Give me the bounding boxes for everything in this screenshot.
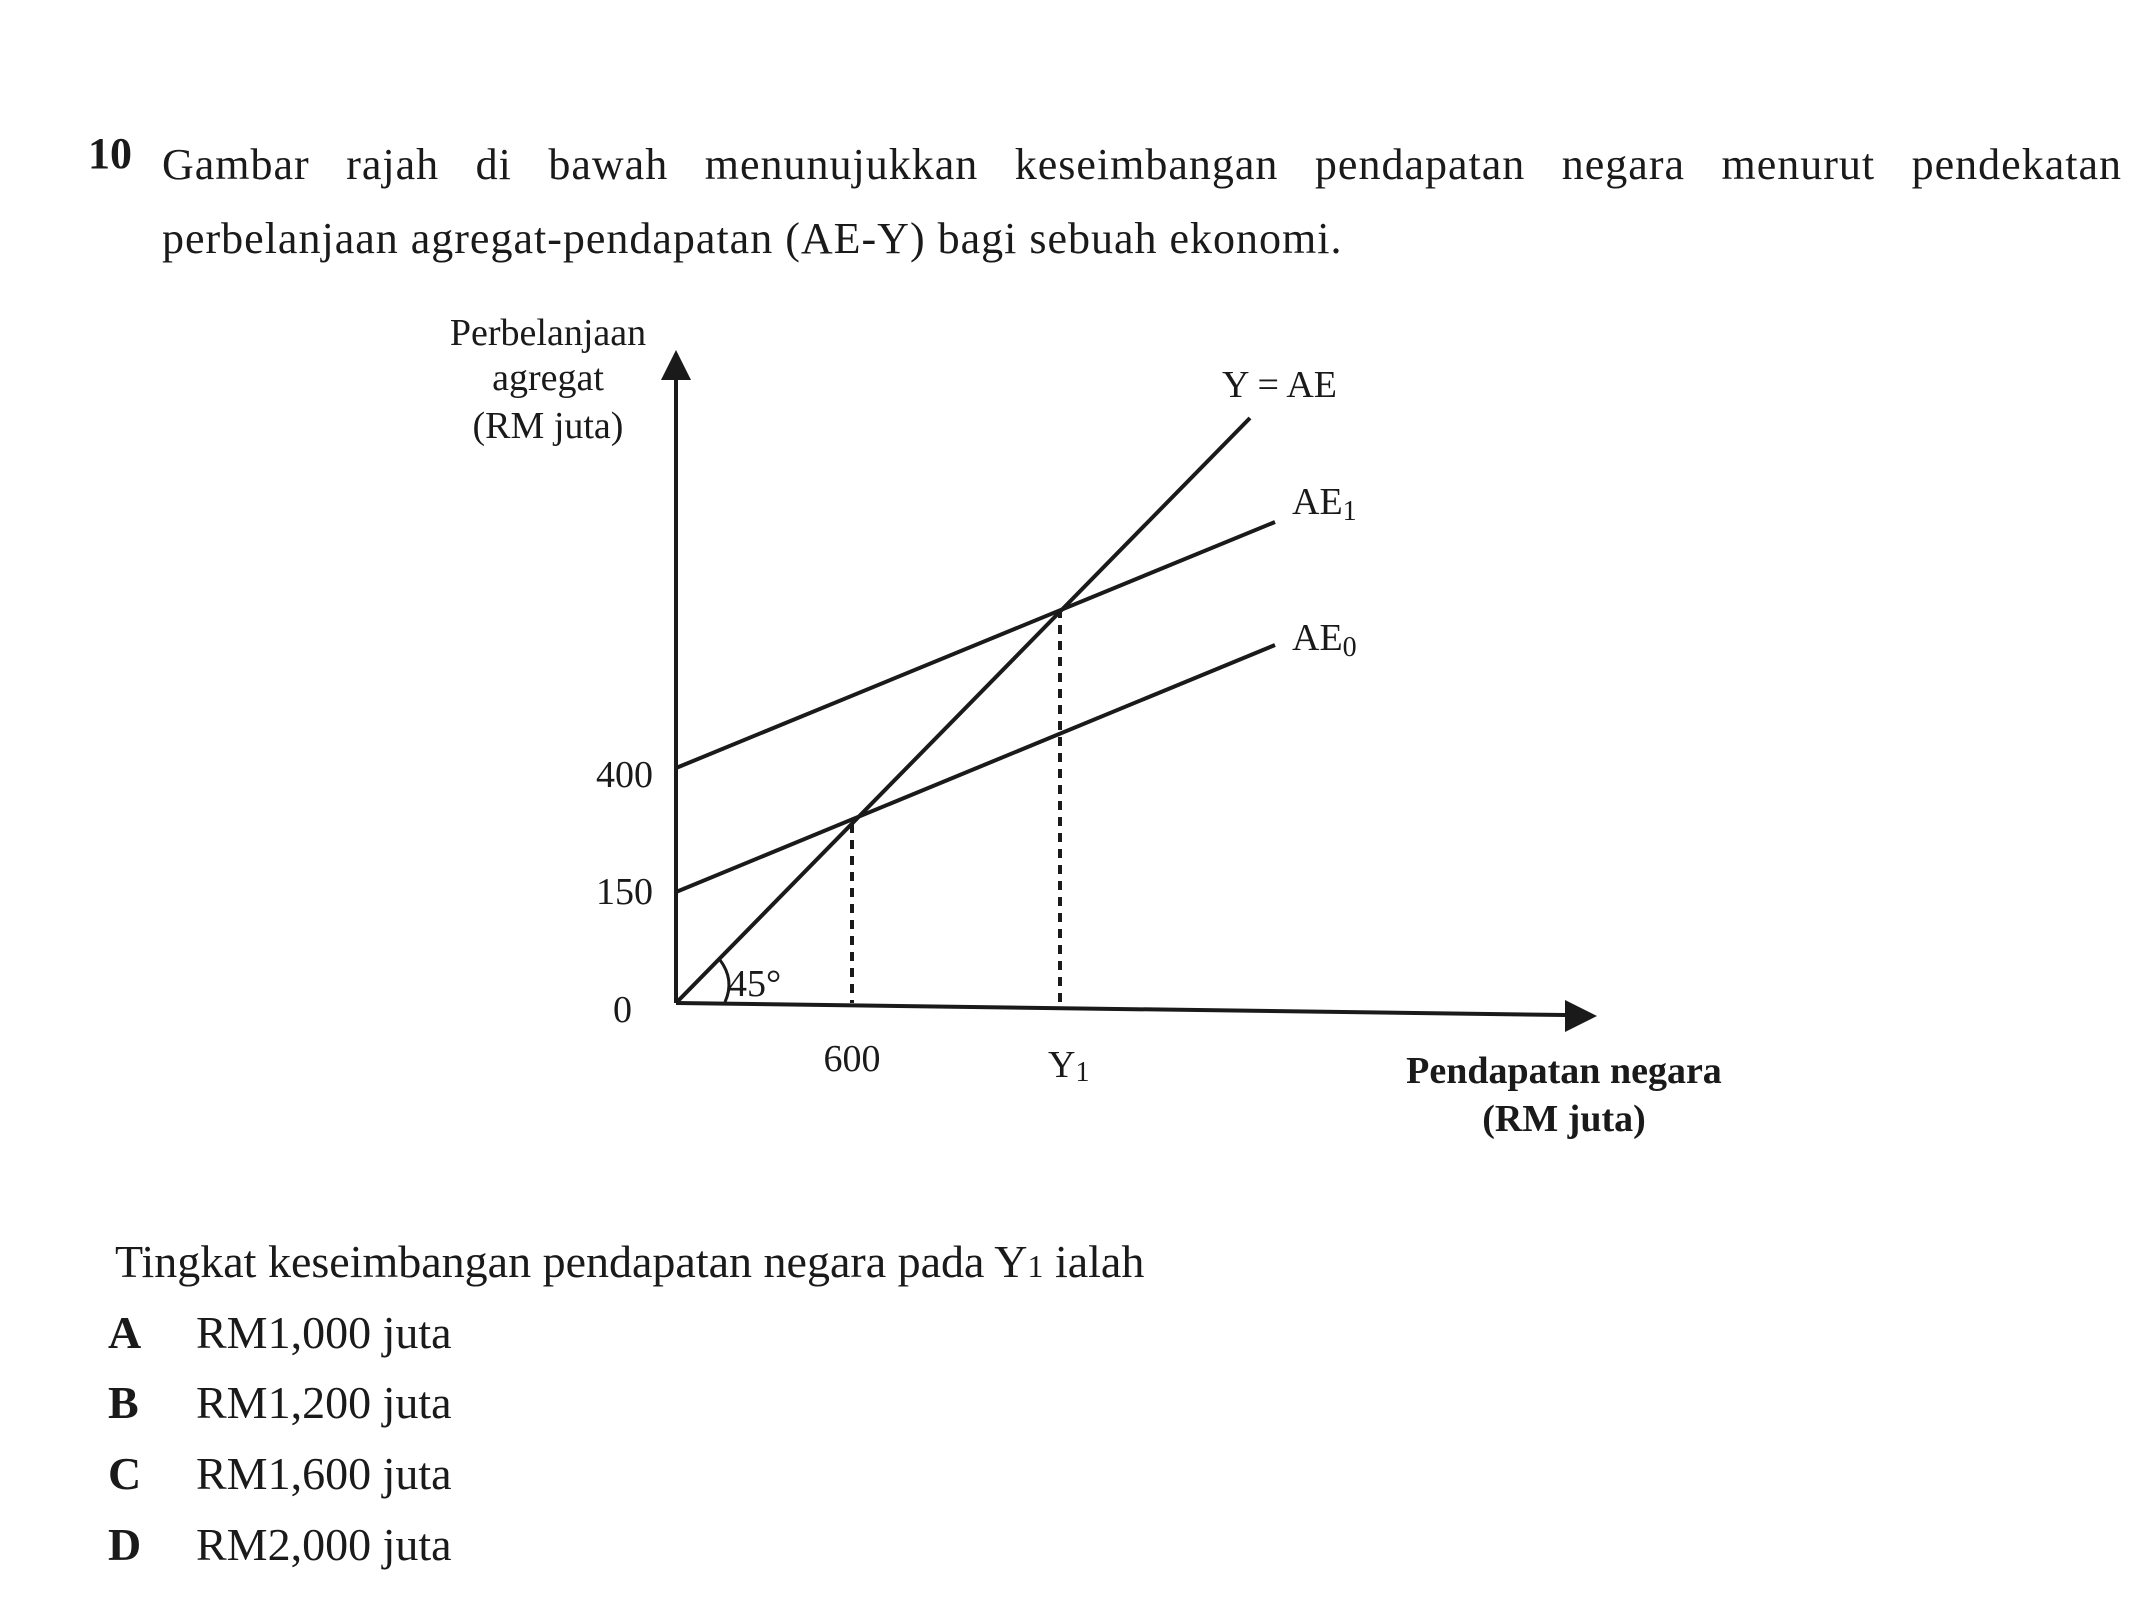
- x-axis: [676, 1003, 1565, 1015]
- option-d[interactable]: [108, 1518, 452, 1571]
- option-b[interactable]: [108, 1376, 452, 1429]
- option-a[interactable]: [108, 1306, 452, 1359]
- y-axis-label-line1: Perbelanjaan: [449, 312, 647, 354]
- option-b-value: RM1,200 juta: [196, 1377, 452, 1428]
- question-prompt: [115, 1235, 1144, 1288]
- angle-label: 45°: [728, 963, 782, 1005]
- label-ae1: [1292, 481, 1357, 527]
- y-tick-150: 150: [596, 871, 653, 913]
- x-axis-arrow: [1565, 1000, 1597, 1032]
- option-c-value: RM1,600 juta: [196, 1448, 452, 1499]
- option-d-letter: D: [108, 1519, 142, 1570]
- line-ae1: [676, 522, 1275, 768]
- prompt-text-sub: 1: [1027, 1248, 1044, 1284]
- line-y-equals-ae: [676, 418, 1250, 1003]
- label-ae0-base: AE: [1292, 617, 1343, 659]
- question-text: Gambar rajah di bawah menunujukkan keseimbangan pendapatan negara menurut pendekatan perbelanjaan agregat-pendapatan (AE-Y) bagi sebuah ekonomi.: [162, 140, 2122, 263]
- x-tick-600: 600: [823, 1038, 881, 1080]
- origin-label: 0: [613, 989, 632, 1031]
- label-y-equals-ae: Y = AE: [1222, 364, 1338, 406]
- label-ae1-sub: 1: [1342, 496, 1357, 527]
- x-tick-y1-base: Y: [1048, 1044, 1076, 1086]
- option-c[interactable]: [108, 1447, 452, 1500]
- option-d-value: RM2,000 juta: [196, 1519, 452, 1570]
- y-tick-400: 400: [596, 754, 653, 796]
- line-ae0: [676, 645, 1275, 892]
- label-ae0-sub: 0: [1342, 632, 1357, 663]
- x-axis-label-line2: (RM juta): [1482, 1098, 1646, 1140]
- y-axis-label-line3: (RM juta): [472, 405, 624, 447]
- option-b-letter: B: [108, 1377, 139, 1428]
- y-axis-arrow: [661, 350, 691, 380]
- question-number: 10: [88, 129, 132, 178]
- label-ae1-base: AE: [1292, 481, 1343, 523]
- prompt-text-before: Tingkat keseimbangan pendapatan negara pada Y: [115, 1236, 1028, 1287]
- option-a-value: RM1,000 juta: [196, 1307, 452, 1358]
- option-a-letter: A: [108, 1307, 142, 1358]
- x-axis-label-line1: Pendapatan negara: [1406, 1050, 1722, 1092]
- x-tick-y1: [1048, 1044, 1089, 1088]
- y-axis-label-line2: agregat: [492, 357, 604, 399]
- label-ae0: [1292, 617, 1357, 663]
- x-tick-y1-sub: 1: [1075, 1057, 1090, 1088]
- option-c-letter: C: [108, 1448, 142, 1499]
- prompt-text-after: ialah: [1043, 1236, 1145, 1287]
